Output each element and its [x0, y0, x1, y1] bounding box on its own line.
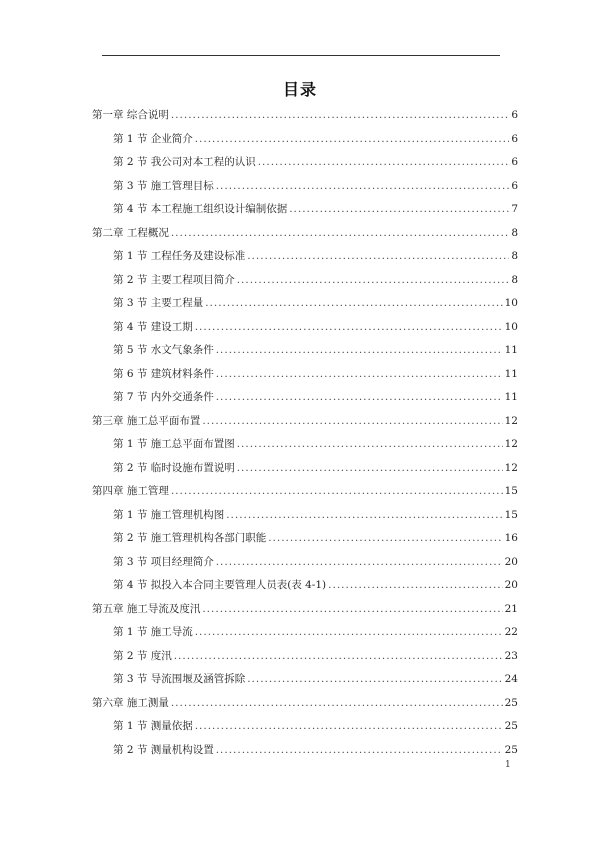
toc-entry-label: 第二章 工程概况: [92, 226, 169, 239]
toc-section-entry[interactable]: [92, 715, 518, 739]
toc-section-entry[interactable]: [92, 269, 518, 293]
toc-entry-label: 第 2 节 我公司对本工程的认识: [113, 156, 256, 168]
toc-entry-label: 第 2 节 度汛: [113, 649, 172, 662]
toc-chapter-entry[interactable]: [92, 104, 518, 128]
toc-dot-leader: [216, 551, 503, 575]
toc-dot-leader: [171, 692, 503, 716]
toc-entry-page-number: 8: [511, 273, 518, 286]
toc-entry-label: 第 3 节 导流围堰及涵管拆除: [113, 673, 246, 685]
toc-entry-label: 第 3 节 主要工程量: [113, 297, 204, 309]
toc-dot-leader: [171, 104, 509, 128]
toc-dot-leader: [171, 222, 509, 246]
toc-dot-leader: [174, 645, 503, 669]
toc-entry-label: 第 2 节 施工管理机构各部门职能: [113, 532, 267, 544]
toc-entry-page-number: 12: [504, 438, 518, 450]
toc-dot-leader: [216, 363, 503, 387]
toc-section-entry[interactable]: [92, 457, 518, 481]
toc-dot-leader: [195, 316, 503, 340]
toc-entry-label: 第 1 节 施工总平面布置图: [113, 438, 235, 450]
toc-dot-leader: [258, 151, 510, 175]
toc-entry-label: 第 1 节 施工导流: [113, 626, 193, 638]
toc-entry-page-number: 7: [511, 203, 518, 215]
toc-section-entry[interactable]: [92, 433, 518, 457]
toc-section-entry[interactable]: [92, 151, 518, 175]
toc-entry-label: 第 1 节 工程任务及建设标准: [113, 250, 246, 262]
toc-dot-leader: [216, 739, 503, 763]
toc-entry-page-number: 22: [504, 626, 518, 638]
toc-entry-page-number: 6: [511, 109, 518, 121]
toc-entry-label: 第 2 节 测量机构设置: [113, 743, 214, 756]
toc-entry-page-number: 11: [504, 391, 518, 403]
toc-dot-leader: [171, 480, 503, 504]
toc-entry-page-number: 25: [504, 696, 518, 709]
toc-entry-label: 第三章 施工总平面布置: [92, 414, 201, 427]
toc-entry-label: 第 7 节 内外交通条件: [113, 391, 214, 403]
toc-dot-leader: [195, 715, 503, 739]
toc-dot-leader: [216, 175, 510, 199]
toc-section-entry[interactable]: [92, 668, 518, 692]
toc-entry-label: 第 3 节 施工管理目标: [113, 179, 214, 192]
toc-entry-page-number: 12: [504, 414, 518, 427]
toc-section-entry[interactable]: [92, 574, 518, 598]
toc-dot-leader: [205, 292, 502, 316]
toc-entry-label: 第六章 施工测量: [92, 696, 169, 709]
toc-entry-label: 第 6 节 建筑材料条件: [113, 367, 214, 380]
toc-entry-page-number: 11: [504, 344, 518, 356]
toc-entry-page-number: 20: [504, 555, 518, 568]
toc-entry-page-number: 6: [511, 179, 518, 192]
toc-entry-label: 第 2 节 主要工程项目简介: [113, 273, 235, 286]
toc-entry-page-number: 15: [504, 485, 518, 497]
toc-dot-leader: [202, 410, 502, 434]
toc-chapter-entry[interactable]: [92, 692, 518, 716]
toc-section-entry[interactable]: [92, 363, 518, 387]
toc-section-entry[interactable]: [92, 339, 518, 363]
toc-entry-label: 第 4 节 建设工期: [113, 320, 193, 333]
toc-section-entry[interactable]: [92, 551, 518, 575]
toc-dot-leader: [247, 245, 509, 269]
toc-section-entry[interactable]: [92, 527, 518, 551]
toc-entry-page-number: 8: [511, 250, 518, 262]
toc-entry-label: 第 5 节 水文气象条件: [113, 344, 214, 356]
toc-entry-page-number: 21: [504, 602, 518, 615]
toc-entry-page-number: 25: [504, 743, 518, 756]
toc-dot-leader: [216, 339, 503, 363]
toc-chapter-entry[interactable]: [92, 410, 518, 434]
toc-title: 目录: [282, 80, 317, 99]
toc-dot-leader: [328, 574, 502, 598]
toc-dot-leader: [195, 621, 503, 645]
toc-entry-label: 第 1 节 测量依据: [113, 720, 193, 732]
toc-section-entry[interactable]: [92, 292, 518, 316]
toc-section-entry[interactable]: [92, 386, 518, 410]
toc-section-entry[interactable]: [92, 621, 518, 645]
toc-entry-page-number: 11: [504, 367, 518, 380]
toc-section-entry[interactable]: [92, 198, 518, 222]
toc-dot-leader: [289, 198, 509, 222]
toc-entry-page-number: 24: [504, 673, 518, 685]
toc-entry-label: 第 4 节 拟投入本合同主要管理人员表(表 4-1): [113, 579, 327, 591]
toc-entry-page-number: 12: [504, 461, 518, 474]
toc-entry-page-number: 8: [511, 226, 518, 239]
toc-dot-leader: [237, 457, 503, 481]
toc-section-entry[interactable]: [92, 739, 518, 763]
toc-entry-page-number: 15: [504, 508, 518, 521]
toc-entry-page-number: 23: [504, 649, 518, 662]
toc-entry-label: 第 3 节 项目经理简介: [113, 555, 214, 568]
toc-entry-label: 第 2 节 临时设施布置说明: [113, 461, 235, 474]
toc-chapter-entry[interactable]: [92, 598, 518, 622]
toc-entry-label: 第一章 综合说明: [92, 109, 169, 121]
toc-entry-label: 第 4 节 本工程施工组织设计编制依据: [113, 203, 288, 215]
toc-entry-page-number: 10: [504, 297, 518, 309]
toc-dot-leader: [247, 668, 502, 692]
toc-dot-leader: [195, 128, 510, 152]
toc-dot-leader: [237, 433, 503, 457]
toc-dot-leader: [237, 269, 510, 293]
toc-section-entry[interactable]: [92, 645, 518, 669]
toc-section-entry[interactable]: [92, 504, 518, 528]
toc-dot-leader: [202, 598, 502, 622]
toc-section-entry[interactable]: [92, 245, 518, 269]
toc-dot-leader: [226, 504, 502, 528]
toc-dot-leader: [268, 527, 502, 551]
toc-entry-label: 第 1 节 企业简介: [113, 132, 193, 145]
toc-entry-page-number: 25: [504, 720, 518, 732]
toc-entry-page-number: 16: [504, 532, 518, 544]
toc-entry-label: 第四章 施工管理: [92, 485, 169, 497]
toc-chapter-entry[interactable]: [92, 480, 518, 504]
toc-section-entry[interactable]: [92, 128, 518, 152]
table-of-contents: [92, 104, 518, 762]
toc-entry-page-number: 10: [504, 320, 518, 333]
toc-section-entry[interactable]: [92, 175, 518, 199]
toc-entry-page-number: 6: [511, 156, 518, 168]
footer-page-number: 1: [505, 760, 511, 770]
toc-section-entry[interactable]: [92, 316, 518, 340]
toc-entry-label: 第五章 施工导流及度汛: [92, 602, 201, 615]
toc-dot-leader: [216, 386, 503, 410]
toc-entry-page-number: 6: [511, 132, 518, 145]
toc-entry-label: 第 1 节 施工管理机构图: [113, 508, 225, 521]
header-rule: [102, 55, 500, 56]
toc-chapter-entry[interactable]: [92, 222, 518, 246]
toc-entry-page-number: 20: [504, 579, 518, 591]
